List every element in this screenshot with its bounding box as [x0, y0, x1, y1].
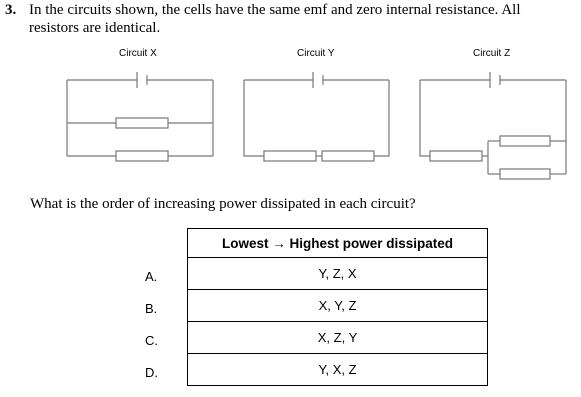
table-row: [188, 290, 488, 322]
circuit-y-wire-left: [244, 80, 264, 156]
table-row: [188, 322, 488, 354]
circuit-y-label: Circuit Y: [297, 48, 335, 59]
option-d-order: Y, X, Z: [188, 354, 488, 386]
answer-table: [187, 228, 488, 386]
table-header-row: [188, 229, 488, 258]
circuit-x-resistor-2: [116, 151, 168, 161]
question-text-line-1: In the circuits shown, the cells have the same emf and zero internal resistance. All: [29, 2, 521, 18]
option-d-label[interactable]: D.: [145, 365, 158, 380]
option-a-label[interactable]: A.: [145, 269, 158, 284]
circuit-z-diagram: [420, 72, 566, 179]
circuit-x-label: Circuit X: [119, 48, 157, 59]
table-row: [188, 258, 488, 290]
option-b-label[interactable]: B.: [145, 301, 158, 316]
circuit-z-wire-left: [420, 80, 430, 156]
circuit-z-resistor-series: [430, 151, 482, 161]
question-prompt: What is the order of increasing power dissipated in each circuit?: [30, 196, 416, 212]
question-text-line-2: resistors are identical.: [29, 20, 161, 36]
table-row: [188, 354, 488, 386]
circuit-z-label: Circuit Z: [473, 48, 511, 59]
option-c-label[interactable]: C.: [145, 333, 158, 348]
circuit-y-resistor-2: [322, 151, 374, 161]
table-header: Lowest → Highest power dissipated: [188, 229, 488, 258]
circuit-z-resistor-parallel-1: [500, 136, 550, 146]
circuit-x-diagram: [67, 72, 213, 161]
option-a-order: Y, Z, X: [188, 258, 488, 290]
circuit-z-resistor-parallel-2: [500, 169, 550, 179]
option-b-order: X, Y, Z: [188, 290, 488, 322]
circuit-y-diagram: [244, 72, 389, 161]
option-c-order: X, Z, Y: [188, 322, 488, 354]
circuit-y-wire-right: [374, 80, 389, 156]
question-number: 3.: [5, 2, 17, 18]
circuit-x-resistor-1: [116, 118, 168, 128]
circuit-y-resistor-1: [264, 151, 316, 161]
